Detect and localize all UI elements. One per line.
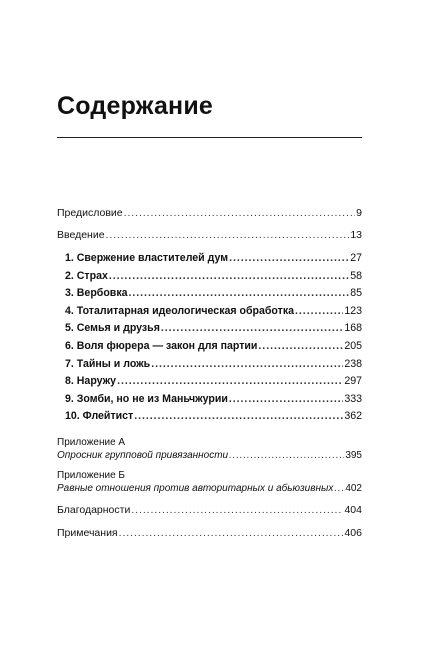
toc-appendix-b[interactable] [57, 482, 362, 496]
toc-entry-label: 5. Семья и друзья [65, 322, 160, 335]
leader-dots [117, 373, 343, 391]
toc-entry-label: Равные отношения против авторитарных и абьюзивных [57, 482, 334, 494]
leader-dots [134, 408, 343, 426]
toc-entry-label: 2. Страх [65, 269, 108, 282]
toc-appendix-b-heading: Приложение Б [57, 469, 125, 481]
toc-appendix-a[interactable] [57, 449, 362, 463]
toc-entry-page: 395 [345, 449, 362, 461]
toc-chapter-10[interactable] [57, 408, 362, 426]
leader-dots [119, 525, 344, 542]
toc-chapter-7[interactable] [57, 356, 362, 374]
toc-entry-label: Благодарности [57, 503, 131, 516]
table-of-contents [57, 205, 362, 542]
page-title: Содержание [57, 92, 214, 120]
toc-entry-label: 7. Тайны и ложь [65, 357, 151, 370]
leader-dots [161, 320, 343, 338]
leader-dots [229, 391, 343, 409]
toc-chapter-9[interactable] [57, 391, 362, 409]
toc-chapter-3[interactable] [57, 285, 362, 303]
toc-chapter-6[interactable] [57, 338, 362, 356]
leader-dots [109, 268, 349, 286]
toc-entry-page: 406 [344, 526, 362, 539]
toc-entry-notes[interactable] [57, 525, 362, 542]
toc-entry-page: 123 [344, 304, 362, 317]
toc-chapter-1[interactable] [57, 250, 362, 268]
toc-entry-label: 1. Свержение властителей дум [65, 252, 229, 264]
leader-dots [124, 205, 356, 221]
toc-entry-label: 3. Вербовка [65, 287, 128, 300]
toc-entry-page: 297 [344, 375, 362, 388]
leader-dots [229, 250, 349, 268]
toc-entry-page: 402 [345, 482, 362, 494]
toc-entry-page: 168 [344, 322, 362, 335]
toc-entry-label: 6. Воля фюрера — закон для партии [65, 339, 258, 352]
toc-entry-page: 404 [344, 503, 362, 516]
toc-chapter-2[interactable] [57, 268, 362, 286]
leader-dots [258, 338, 343, 356]
toc-entry-page: 333 [344, 392, 362, 405]
title-divider [57, 137, 362, 138]
toc-chapter-8[interactable] [57, 373, 362, 391]
leader-dots [106, 227, 350, 243]
toc-appendix-a-heading: Приложение А [57, 436, 126, 448]
toc-entry-label: 4. Тоталитарная идеологическая обработка [65, 304, 295, 317]
toc-entry-label: Опросник групповой привязанности [57, 449, 229, 461]
leader-dots [229, 449, 344, 463]
toc-entry-page: 27 [350, 252, 362, 264]
toc-entry-page: 58 [350, 269, 362, 282]
toc-entry-page: 9 [356, 207, 362, 219]
toc-chapter-4[interactable] [57, 303, 362, 321]
toc-entry-page: 85 [350, 287, 362, 300]
toc-entry-page: 362 [344, 410, 362, 423]
toc-chapter-5[interactable] [57, 320, 362, 338]
toc-entry-label: Введение [57, 229, 105, 241]
toc-entry-preface[interactable] [57, 205, 362, 221]
leader-dots [295, 303, 343, 321]
toc-entry-label: Примечания [57, 526, 118, 539]
leader-dots [129, 285, 350, 303]
toc-entry-page: 13 [350, 229, 362, 241]
toc-entry-label: Предисловие [57, 207, 123, 219]
leader-dots [334, 482, 344, 496]
toc-entry-page: 238 [344, 357, 362, 370]
toc-entry-acknowledgements[interactable] [57, 502, 362, 519]
toc-entry-introduction[interactable] [57, 227, 362, 243]
toc-entry-page: 205 [344, 339, 362, 352]
toc-entry-label: 9. Зомби, но не из Маньчжурии [65, 392, 228, 405]
toc-entry-label: 8. Наружу [65, 375, 117, 388]
toc-entry-label: 10. Флейтист [65, 410, 134, 423]
leader-dots [131, 502, 343, 519]
leader-dots [151, 356, 343, 374]
